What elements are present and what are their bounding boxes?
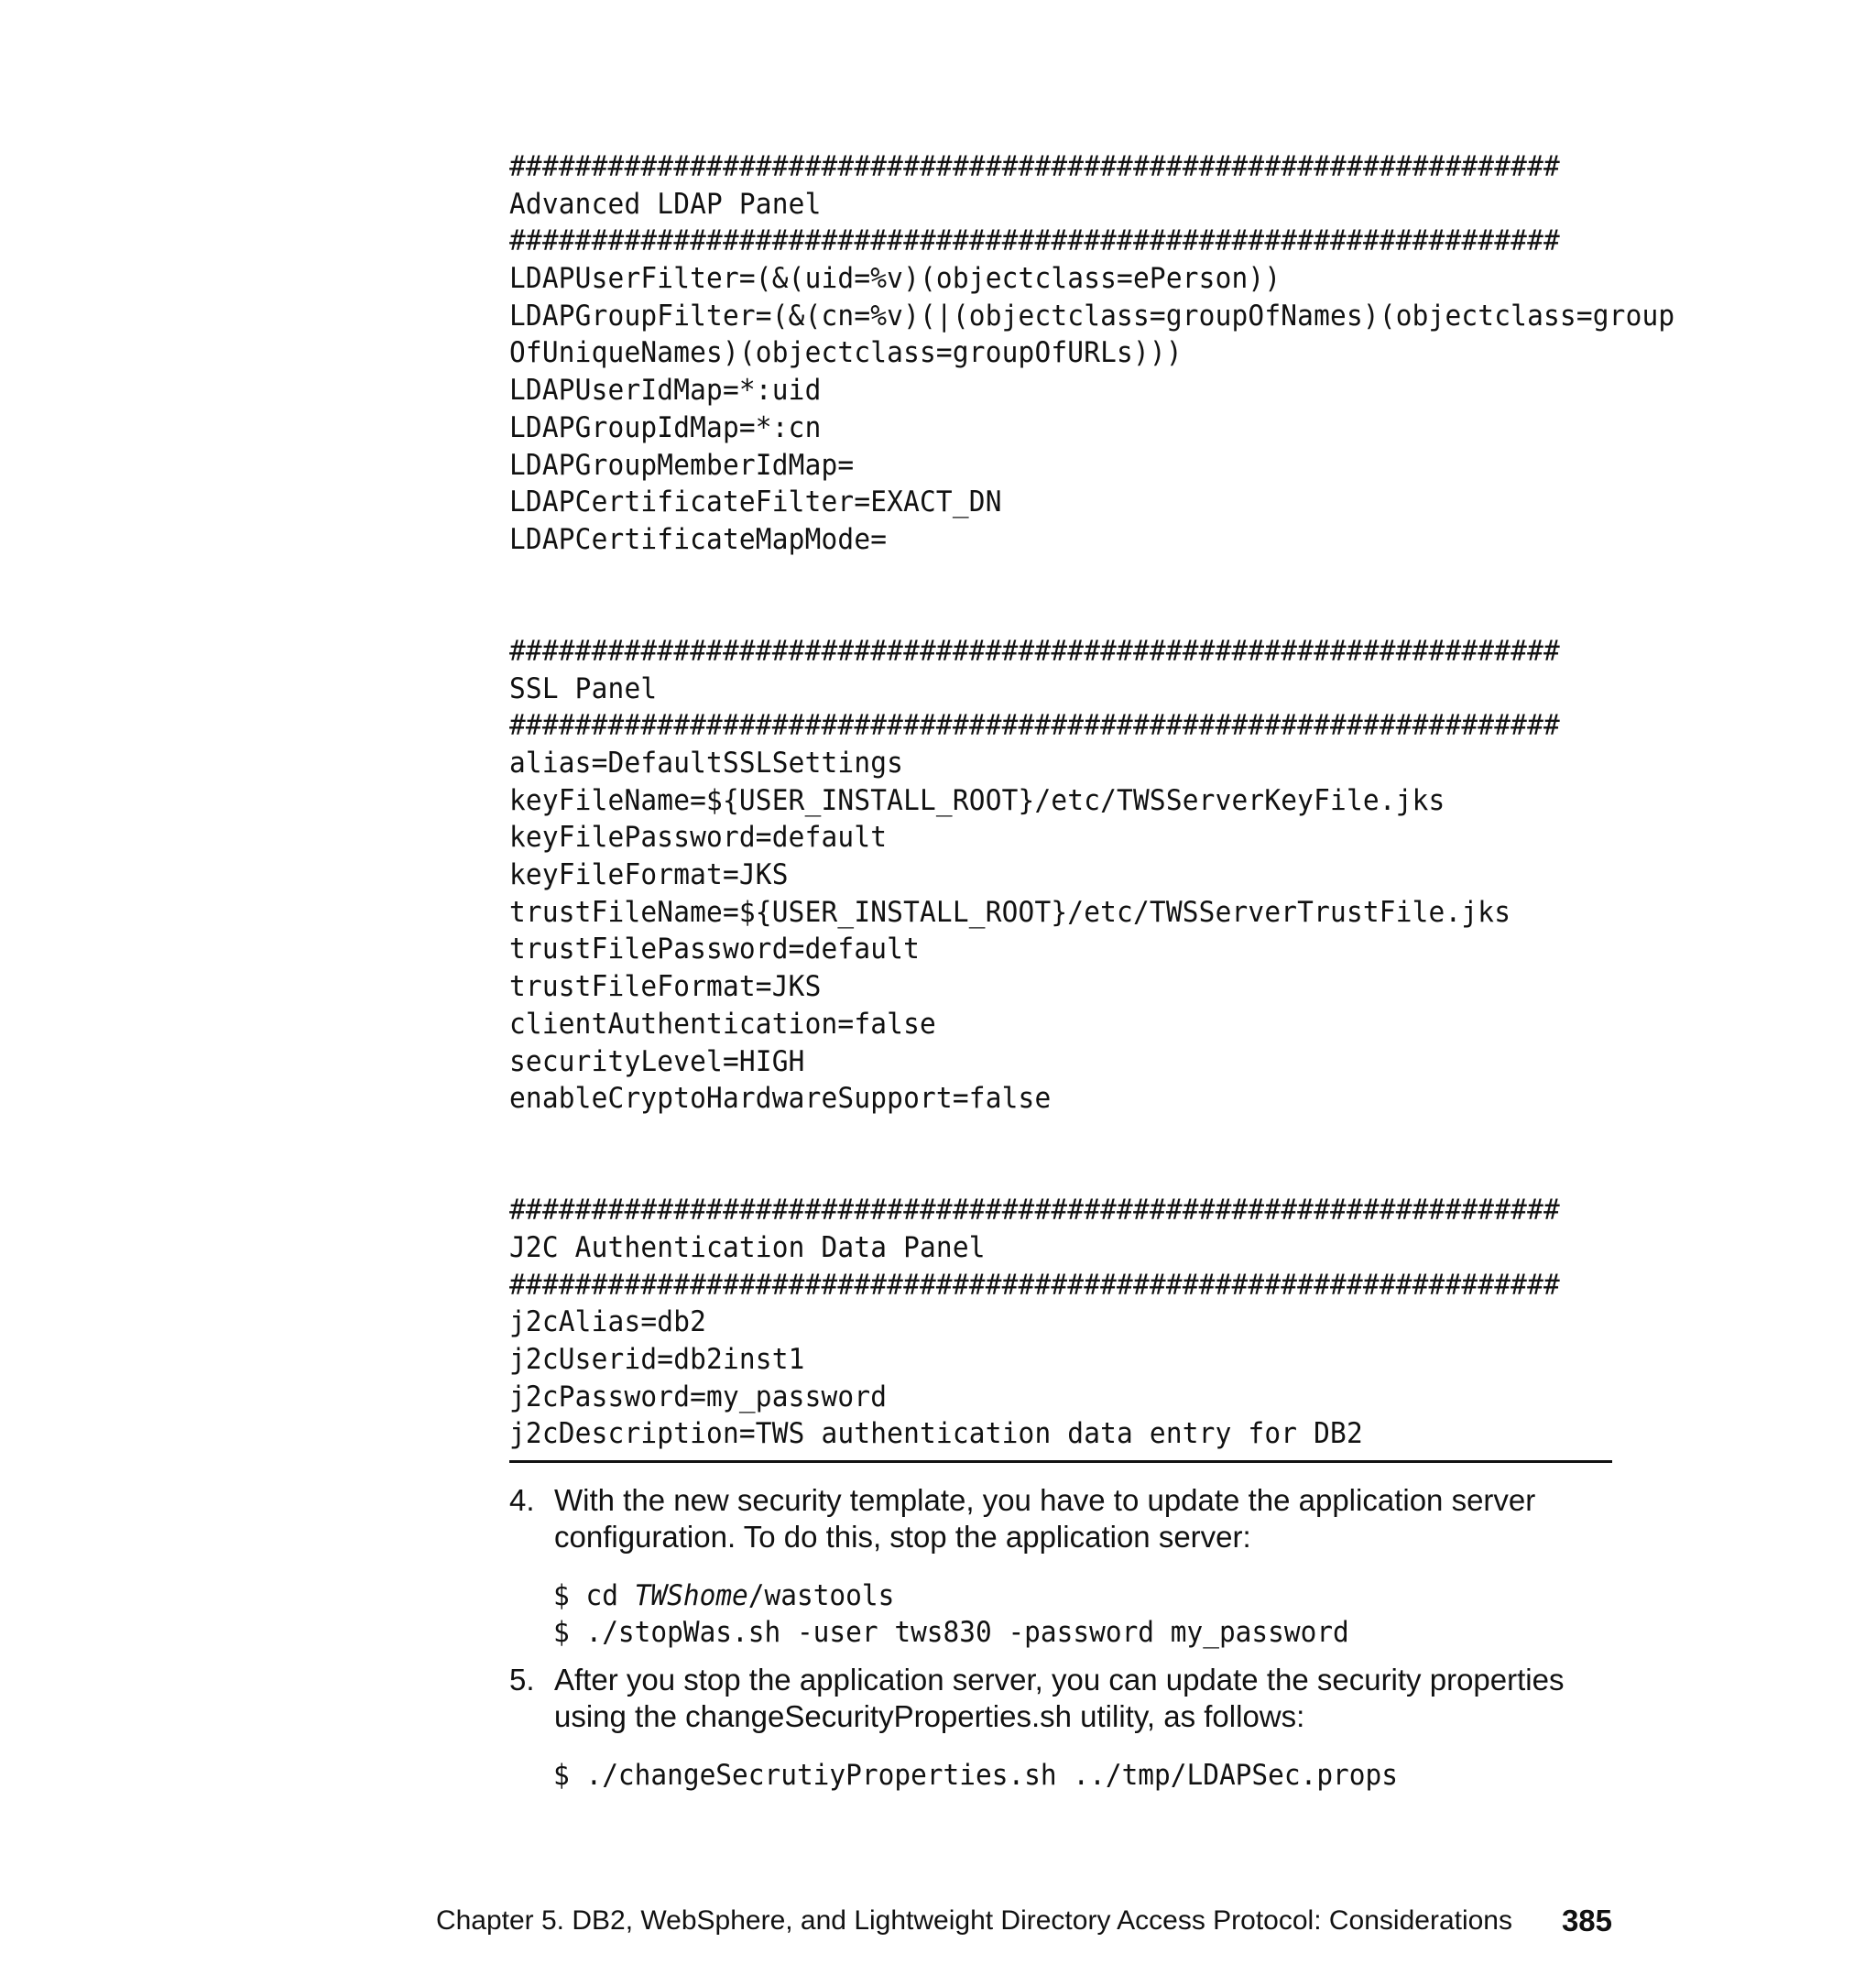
code-line: LDAPGroupMemberIdMap= <box>509 448 855 482</box>
placeholder-variable: TWShome <box>634 1579 748 1612</box>
code-line: clientAuthentication=false <box>509 1007 936 1041</box>
code-line: securityLevel=HIGH <box>509 1044 805 1078</box>
step-text <box>554 1662 1617 1735</box>
step-text-line: configuration. To do this, stop the application server: <box>554 1520 1251 1554</box>
code-line: LDAPCertificateMapMode= <box>509 522 888 556</box>
command-line: $ ./changeSecrutiyProperties.sh ../tmp/LDAPSec.props <box>553 1759 1398 1792</box>
separator-line: ################################################################ <box>509 150 1560 183</box>
step-number: 4. <box>509 1483 535 1517</box>
code-line: LDAPCertificateFilter=EXACT_DN <box>509 486 1002 519</box>
code-line: j2cAlias=db2 <box>509 1305 707 1339</box>
listing-end-rule <box>509 1460 1612 1463</box>
chapter-title: Chapter 5. DB2, WebSphere, and Lightweight Directory Access Protocol: Considerations <box>435 1905 1512 1936</box>
section-title-j2c: J2C Authentication Data Panel <box>509 1230 986 1264</box>
code-line: alias=DefaultSSLSettings <box>509 747 904 780</box>
page-footer <box>366 1901 1612 1941</box>
separator-line: ################################################################ <box>509 634 1560 668</box>
step-text-line: After you stop the application server, you can update the security properties <box>554 1663 1565 1697</box>
separator-line: ################################################################ <box>509 1268 1560 1302</box>
code-listing <box>509 148 1675 1453</box>
code-line: LDAPUserFilter=(&(uid=%v)(objectclass=ePerson)) <box>509 262 1282 296</box>
code-line: keyFilePassword=default <box>509 821 888 855</box>
step-text-line: With the new security template, you have to update the application server <box>554 1483 1536 1517</box>
blank-gap <box>509 559 1612 633</box>
code-line: LDAPGroupFilter=(&(cn=%v)(|(objectclass=groupOfNames)(objectclass=group <box>509 299 1675 333</box>
code-line: j2cUserid=db2inst1 <box>509 1343 805 1377</box>
code-line: keyFileFormat=JKS <box>509 858 789 892</box>
section-title-advanced-ldap: Advanced LDAP Panel <box>509 187 822 221</box>
code-line: j2cDescription=TWS authentication data entry for DB2 <box>509 1417 1363 1451</box>
code-line: enableCryptoHardwareSupport=false <box>509 1082 1052 1116</box>
separator-line: ################################################################ <box>509 1194 1560 1228</box>
step-text-line: using the changeSecurityProperties.sh utility, as follows: <box>554 1699 1305 1733</box>
step-text <box>554 1482 1617 1555</box>
code-line: trustFileName=${USER_INSTALL_ROOT}/etc/TWSServerTrustFile.jks <box>509 895 1511 929</box>
code-line: LDAPGroupIdMap=*:cn <box>509 410 822 444</box>
section-title-ssl: SSL Panel <box>509 671 658 705</box>
blank-gap <box>509 1118 1612 1192</box>
code-line: trustFileFormat=JKS <box>509 970 822 1004</box>
step-number: 5. <box>509 1663 535 1697</box>
separator-line: ################################################################ <box>509 709 1560 743</box>
code-line: OfUniqueNames)(objectclass=groupOfURLs))) <box>509 336 1183 370</box>
code-line: trustFilePassword=default <box>509 933 921 966</box>
separator-line: ################################################################ <box>509 224 1560 258</box>
code-line: j2cPassword=my_password <box>509 1380 888 1413</box>
command-line: $ ./stopWas.sh -user tws830 -password my_password <box>553 1616 1349 1649</box>
page-number: 385 <box>1561 1904 1612 1937</box>
code-line: keyFileName=${USER_INSTALL_ROOT}/etc/TWSServerKeyFile.jks <box>509 783 1445 817</box>
command-line: $ cd TWShome/wastools <box>553 1579 895 1612</box>
code-line: LDAPUserIdMap=*:uid <box>509 374 822 408</box>
